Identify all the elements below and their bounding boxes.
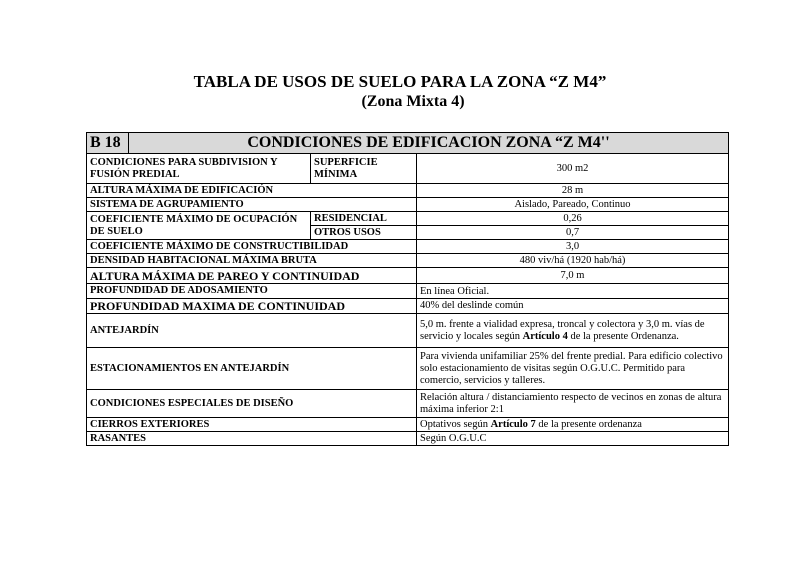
row-label-continuidad: PROFUNDIDAD MAXIMA DE CONTINUIDAD (87, 299, 417, 314)
document-title: TABLA DE USOS DE SUELO PARA LA ZONA “Z M4” (193, 72, 607, 91)
row-label-cierros: CIERROS EXTERIORES (87, 418, 417, 432)
row-label-estacionamientos: ESTACIONAMIENTOS EN ANTEJARDÍN (87, 348, 417, 390)
row-value-altura: 28 m (417, 184, 729, 198)
row-label-densidad: DENSIDAD HABITACIONAL MÁXIMA BRUTA (87, 254, 417, 268)
row-value-rasantes: Según O.G.U.C (417, 432, 729, 446)
row-value-densidad: 480 viv/há (1920 hab/há) (417, 254, 729, 268)
table-row (87, 268, 729, 284)
row-value-cierros: Optativos según Artículo 7 de la presente ordenanza (417, 418, 729, 432)
table-row (87, 254, 729, 268)
row-sublabel-residencial: RESIDENCIAL (311, 212, 417, 226)
row-label-antejardin: ANTEJARDÍN (87, 314, 417, 348)
row-label-altura: ALTURA MÁXIMA DE EDIFICACIÓN (87, 184, 417, 198)
row-value-residencial: 0,26 (417, 212, 729, 226)
conditions-table (86, 132, 729, 446)
row-label-pareo: ALTURA MÁXIMA DE PAREO Y CONTINUIDAD (87, 268, 417, 284)
row-value-adosamiento: En línea Oficial. (417, 284, 729, 299)
row-value-otros-usos: 0,7 (417, 226, 729, 240)
row-sublabel-superficie: SUPERFICIE MÍNIMA (311, 154, 417, 184)
table-row (87, 154, 729, 184)
row-value-continuidad: 40% del deslinde común (417, 299, 729, 314)
table-row (87, 184, 729, 198)
row-value-especiales: Relación altura / distanciamiento respecto de vecinos en zonas de altura máxima inferior 2:1 (417, 390, 729, 418)
table-row (87, 390, 729, 418)
row-label-rasantes: RASANTES (87, 432, 417, 446)
table-row (87, 418, 729, 432)
row-label-constructibilidad: COEFICIENTE MÁXIMO DE CONSTRUCTIBILIDAD (87, 240, 417, 254)
table-row (87, 212, 729, 226)
row-value-agrupamiento: Aislado, Pareado, Continuo (417, 198, 729, 212)
row-value-estacionamientos: Para vivienda unifamiliar 25% del frente predial. Para edificio colectivo solo estacionamiento de visitas según O.G.U.C. Permitido para comercio, servicios y talleres. (417, 348, 729, 390)
row-value-constructibilidad: 3,0 (417, 240, 729, 254)
table-header-row (87, 133, 729, 154)
row-label-especiales: CONDICIONES ESPECIALES DE DISEÑO (87, 390, 417, 418)
row-label-adosamiento: PROFUNDIDAD DE ADOSAMIENTO (87, 284, 417, 299)
table-row (87, 240, 729, 254)
row-sublabel-otros-usos: OTROS USOS (311, 226, 417, 240)
table-row (87, 198, 729, 212)
table-row (87, 432, 729, 446)
row-label-ocupacion: COEFICIENTE MÁXIMO DE OCUPACIÓN DE SUELO (87, 212, 311, 240)
row-value-pareo: 7,0 m (417, 268, 729, 284)
document-subtitle: (Zona Mixta 4) (361, 93, 465, 110)
table-row (87, 299, 729, 314)
table-row (87, 284, 729, 299)
table-code: B 18 (87, 133, 129, 154)
table-row (87, 314, 729, 348)
row-value-antejardin: 5,0 m. frente a vialidad expresa, troncal y colectora y 3,0 m. vías de servicio y locales según Artículo 4 de la presente Ordenanza. (417, 314, 729, 348)
row-label-subdivision: CONDICIONES PARA SUBDIVISION Y FUSIÓN PREDIAL (87, 154, 311, 184)
row-value-subdivision: 300 m2 (417, 154, 729, 184)
table-row (87, 348, 729, 390)
row-label-agrupamiento: SISTEMA DE AGRUPAMIENTO (87, 198, 417, 212)
table-heading: CONDICIONES DE EDIFICACION ZONA “Z M4'' (129, 133, 729, 154)
